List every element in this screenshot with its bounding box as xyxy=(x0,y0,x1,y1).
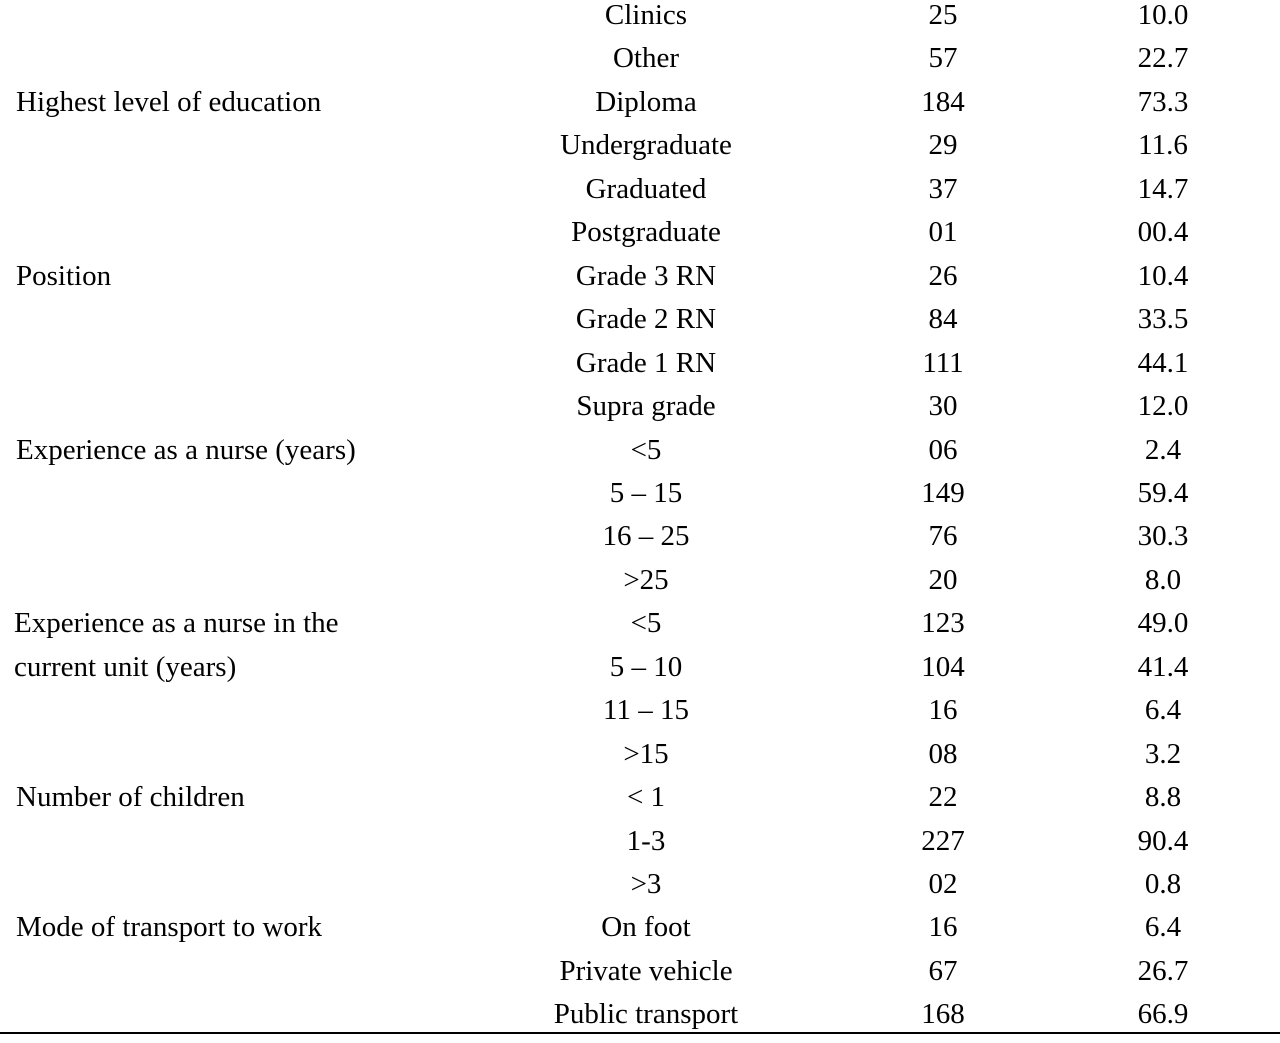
percent-cell: 2.4 xyxy=(1144,433,1182,466)
count-cell: 25 xyxy=(928,0,958,31)
table-row xyxy=(0,478,1280,521)
variable-cell: Position xyxy=(16,259,112,292)
percent-cell: 22.7 xyxy=(1137,42,1189,75)
percent-cell: 49.0 xyxy=(1137,607,1189,640)
count-cell: 06 xyxy=(928,433,958,466)
percent-cell: 10.0 xyxy=(1137,0,1189,31)
percent-cell: 00.4 xyxy=(1137,216,1189,249)
table-row xyxy=(0,348,1280,391)
table-row xyxy=(0,304,1280,347)
table-row xyxy=(0,521,1280,564)
category-cell: Other xyxy=(612,42,680,75)
category-cell: 1-3 xyxy=(626,824,666,857)
variable-cell: Highest level of education xyxy=(16,85,322,118)
percent-cell: 11.6 xyxy=(1138,129,1188,162)
category-cell: < 1 xyxy=(626,781,666,814)
variable-cell: current unit (years) xyxy=(14,650,237,683)
table-row xyxy=(0,174,1280,217)
category-cell: Grade 1 RN xyxy=(575,346,717,379)
percent-cell: 8.8 xyxy=(1144,781,1182,814)
category-cell: Undergraduate xyxy=(560,129,732,162)
category-cell: Clinics xyxy=(604,0,688,31)
count-cell: 16 xyxy=(928,694,958,727)
category-cell: Grade 3 RN xyxy=(575,259,717,292)
percent-cell: 0.8 xyxy=(1144,868,1182,900)
category-cell: Private vehicle xyxy=(559,954,733,987)
table-row xyxy=(0,956,1280,999)
category-cell: 5 – 10 xyxy=(609,650,683,683)
percent-cell: 10.4 xyxy=(1137,259,1189,292)
percent-cell: 73.3 xyxy=(1137,85,1189,118)
table-row xyxy=(0,391,1280,434)
table-bottom-rule xyxy=(0,1032,1280,1034)
table-row xyxy=(0,0,1280,43)
count-cell: 123 xyxy=(921,607,965,640)
category-cell: <5 xyxy=(630,607,662,640)
table-row xyxy=(0,261,1280,304)
table-row xyxy=(0,782,1280,825)
count-cell: 08 xyxy=(928,737,958,770)
percent-cell: 6.4 xyxy=(1144,694,1182,727)
count-cell: 184 xyxy=(921,85,965,118)
count-cell: 16 xyxy=(928,911,958,944)
count-cell: 26 xyxy=(928,259,958,292)
category-cell: Postgraduate xyxy=(571,216,721,249)
category-cell: On foot xyxy=(601,911,691,944)
table-row xyxy=(0,912,1280,955)
category-cell: >15 xyxy=(623,737,669,770)
count-cell: 29 xyxy=(928,129,958,162)
table-row xyxy=(0,435,1280,478)
count-cell: 227 xyxy=(921,824,965,857)
variable-cell: Experience as a nurse (years) xyxy=(16,433,356,466)
table-row xyxy=(0,130,1280,173)
count-cell: 22 xyxy=(928,781,958,814)
percent-cell: 3.2 xyxy=(1144,737,1182,770)
percent-cell: 41.4 xyxy=(1137,650,1189,683)
percent-cell: 66.9 xyxy=(1137,998,1189,1031)
table-row xyxy=(0,43,1280,86)
count-cell: 168 xyxy=(921,998,965,1031)
table-row xyxy=(0,565,1280,608)
variable-cell: Mode of transport to work xyxy=(16,911,323,944)
percent-cell: 12.0 xyxy=(1137,390,1189,423)
category-cell: Public transport xyxy=(553,998,739,1031)
table-row xyxy=(0,652,1280,695)
variable-cell: Experience as a nurse in the xyxy=(14,607,339,640)
percent-cell: 6.4 xyxy=(1144,911,1182,944)
category-cell: 11 – 15 xyxy=(603,694,689,727)
count-cell: 20 xyxy=(928,563,958,596)
count-cell: 84 xyxy=(928,303,958,336)
category-cell: >3 xyxy=(630,868,662,900)
count-cell: 67 xyxy=(928,954,958,987)
count-cell: 57 xyxy=(928,42,958,75)
category-cell: <5 xyxy=(630,433,662,466)
category-cell: 5 – 15 xyxy=(609,476,683,509)
percent-cell: 33.5 xyxy=(1137,303,1189,336)
table-row xyxy=(0,869,1280,912)
percent-cell: 26.7 xyxy=(1137,954,1189,987)
percent-cell: 59.4 xyxy=(1137,476,1189,509)
category-cell: Grade 2 RN xyxy=(575,303,717,336)
table-row xyxy=(0,739,1280,782)
percent-cell: 8.0 xyxy=(1144,563,1182,596)
count-cell: 30 xyxy=(928,390,958,423)
count-cell: 01 xyxy=(928,216,958,249)
category-cell: 16 – 25 xyxy=(602,520,690,553)
table-row xyxy=(0,608,1280,651)
category-cell: Diploma xyxy=(595,85,697,118)
table-row xyxy=(0,826,1280,869)
percent-cell: 44.1 xyxy=(1137,346,1189,379)
count-cell: 149 xyxy=(921,476,965,509)
category-cell: >25 xyxy=(623,563,669,596)
table-row xyxy=(0,87,1280,130)
variable-cell: Number of children xyxy=(16,781,245,814)
count-cell: 104 xyxy=(921,650,965,683)
table-row xyxy=(0,999,1280,1042)
percent-cell: 90.4 xyxy=(1137,824,1189,857)
percent-cell: 30.3 xyxy=(1137,520,1189,553)
table-row xyxy=(0,695,1280,738)
category-cell: Graduated xyxy=(585,172,707,205)
category-cell: Supra grade xyxy=(576,390,716,423)
table-row xyxy=(0,217,1280,260)
count-cell: 111 xyxy=(922,346,964,379)
count-cell: 37 xyxy=(928,172,958,205)
percent-cell: 14.7 xyxy=(1137,172,1189,205)
count-cell: 76 xyxy=(928,520,958,553)
count-cell: 02 xyxy=(928,868,958,900)
